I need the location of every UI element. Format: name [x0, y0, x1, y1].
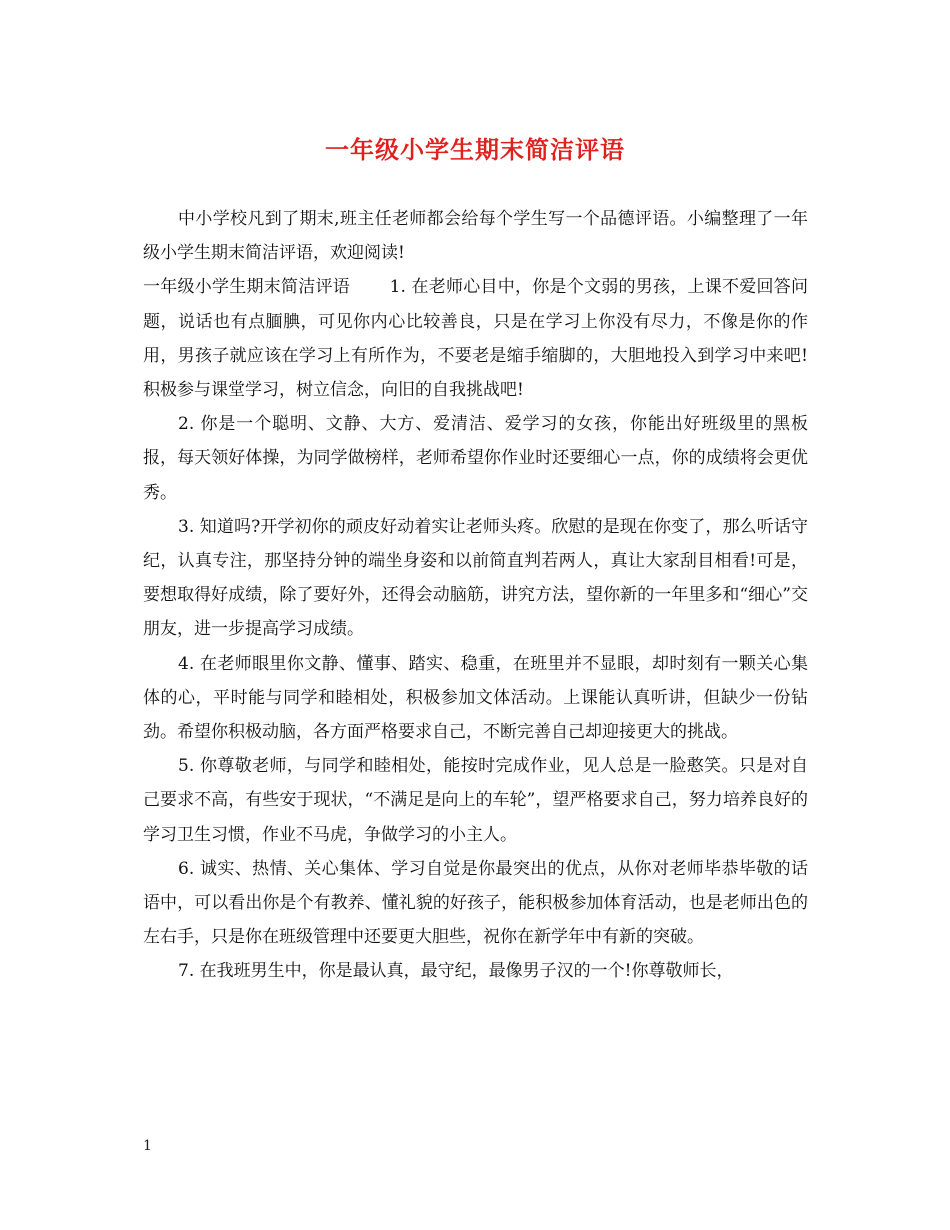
- comment-paragraph-5: 5. 你尊敬老师，与同学和睦相处，能按时完成作业，见人总是一脸憨笑。只是对自己要求不高，有些安于现状，“不满足是向上的车轮”，望严格要求自己，努力培养良好的学习卫生习惯，作业不马虎，争做学习的小主人。: [143, 756, 808, 845]
- comment-paragraph-6: 6. 诚实、热情、关心集体、学习自觉是你最突出的优点，从你对老师毕恭毕敬的话语中，可以看出你是个有教养、懂礼貌的好孩子，能积极参加体育活动，也是老师出色的左右手，只是你在班级管理中还要更大胆些，祝你在新学年中有新的突破。: [143, 858, 808, 948]
- spacer: [350, 277, 390, 297]
- document-title: 一年级小学生期末简洁评语: [325, 135, 625, 164]
- comment-text-1: 1. 在老师心目中，你是个文弱的男孩，上课不爱回答问题，说话也有点腼腆，可见你内心比较善良，只是在学习上你没有尽力，不像是你的作用，男孩子就应该在学习上有所作为，不要老是缩手缩脚的，大胆地投入到学习中来吧!积极参与课堂学习，树立信念，向旧的自我挑战吧!: [143, 277, 809, 401]
- comment-paragraph-2: 2. 你是一个聪明、文静、大方、爱清洁、爱学习的女孩，你能出好班级里的黑板报，每天领好体操，为同学做榜样，老师希望你作业时还要细心一点，你的成绩将会更优秀。: [143, 414, 808, 503]
- intro-paragraph: 中小学校凡到了期末,班主任老师都会给每个学生写一个品德评语。小编整理了一年级小学生期末简洁评语，欢迎阅读!: [143, 209, 808, 264]
- section-heading: 一年级小学生期末简洁评语: [143, 277, 350, 298]
- comment-paragraph-7: 7. 在我班男生中，你是最认真，最守纪，最像男子汉的一个!你尊敬师长，: [178, 961, 734, 982]
- page-number: 1: [143, 1138, 152, 1154]
- comment-paragraph-3: 3. 知道吗?开学初你的顽皮好动着实让老师头疼。欣慰的是现在你变了，那么听话守纪，认真专注，那坚持分钟的端坐身姿和以前简直判若两人，真让大家刮目相看!可是，要想取得好成绩，除了要好外，还得会动脑筋，讲究方法，望你新的一年里多和“细心”交朋友，进一步提高学习成绩。: [143, 516, 808, 640]
- comment-paragraph-1: [143, 270, 808, 407]
- document-body: [143, 202, 808, 989]
- comment-paragraph-4: 4. 在老师眼里你文静、懂事、踏实、稳重，在班里并不显眼，却时刻有一颗关心集体的心，平时能与同学和睦相处，积极参加文体活动。上课能认真听讲，但缺少一份钻劲。希望你积极动脑，各方面严格要求自己，不断完善自己却迎接更大的挑战。: [143, 653, 808, 743]
